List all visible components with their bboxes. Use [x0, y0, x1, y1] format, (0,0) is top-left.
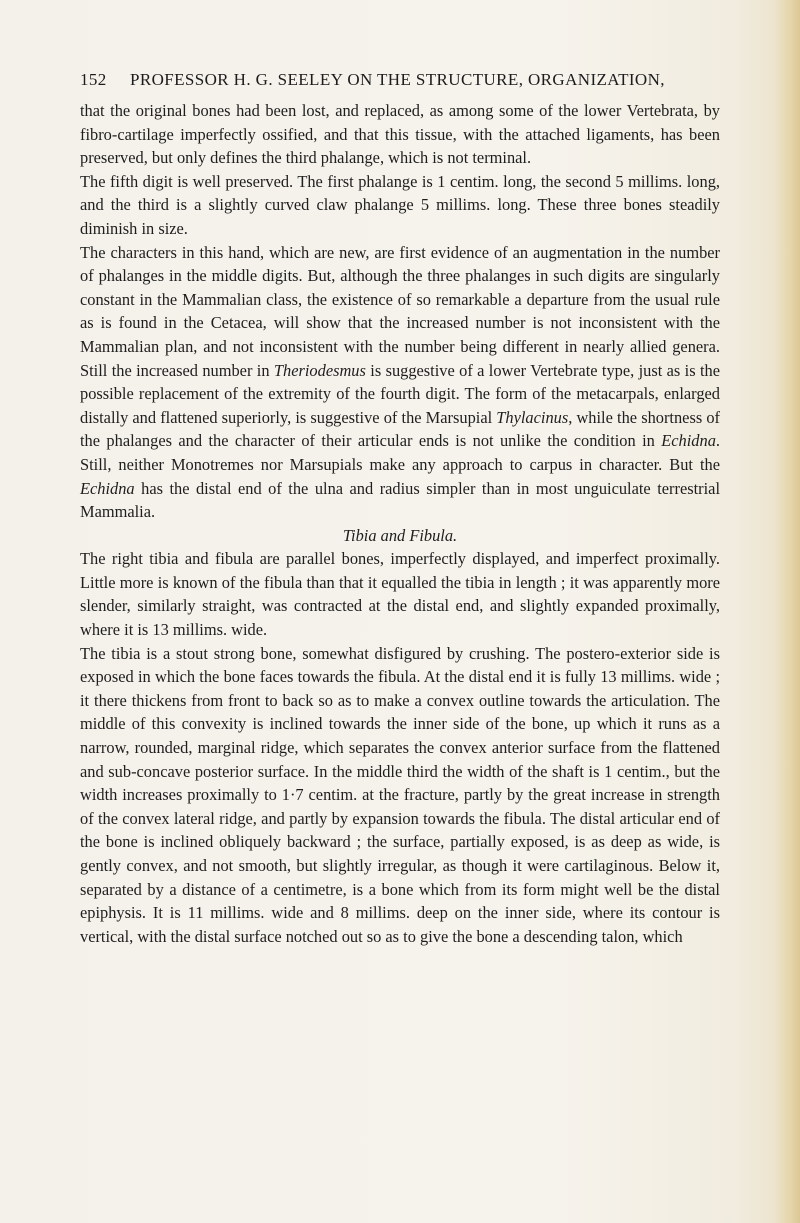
paragraph: The tibia is a stout strong bone, somewhat disfigured by crushing. The postero-exterior side is exposed in which the bone faces towards the fibula. At the distal end it is fully 13 millims. wide ; it there thickens from front to back so as to make a convex outline towards the articulation. The middle of this convexity is inclined towards the inner side of the bone, up which it runs as a narrow, rounded, marginal ridge, which separates the convex anterior surface from the flattened and sub-concave posterior surface. In the middle third the width of the shaft is 1 centim., but the width increases proximally to 1·7 centim. at the fracture, partly by the great increase in strength of the convex lateral ridge, and partly by expansion towards the fibula. The distal articular end of the bone is inclined obliquely backward ; the surface, partially exposed, is as deep as wide, is gently convex, and not smooth, but slightly irregular, as though it were cartilaginous. Below it, separated by a distance of a centimetre, is a bone which from its form might well be the distal epiphysis. It is 11 millims. wide and 8 millims. deep on the inner side, where its contour is vertical, with the distal surface notched out so as to give the bone a descending talon, which [80, 643, 720, 946]
text-run: . Still, neither Monotremes nor Marsupials make any approach to carpus in character. But the [80, 431, 720, 474]
paragraph: The right tibia and fibula are parallel bones, imperfectly displayed, and imperfect proximally. Little more is known of the fibula than that it equalled the tibia in length ; it was apparently more slender, similarly straight, was contracted at the distal end, and slightly expanded proximally, where it is 13 millims. wide. [80, 549, 720, 640]
text-run: is suggestive of a lower Vertebrate type, just as is the possible replacement of the extremity of the fourth digit. The form of the metacarpals, enlarged distally and flattened superiorly, is suggestive of the Marsupial [80, 360, 720, 427]
page-number: 152 [80, 70, 107, 89]
genus-name: Echidna [80, 478, 135, 498]
text-run: The characters in this hand, which are new, are first evidence of an augmentation in the number of phalanges in the middle digits. But, although the three phalanges in such digits are singularly constant in the Mammalian class, the existence of so remarkable a departure from the usual rule as is found in the Cetacea, will show that the increased number is not inconsistent with the Mammalian plan, and not inconsistent with the number being different in nearly allied genera. Still the increased number in [80, 242, 720, 380]
paragraph [80, 241, 720, 524]
text-run: , while the shortness of the phalanges and the character of their articular ends is not unlike the condition in [80, 407, 720, 451]
running-title: PROFESSOR H. G. SEELEY ON THE STRUCTURE, ORGANIZATION, [130, 70, 665, 89]
running-header [80, 70, 720, 96]
section-heading: Tibia and Fibula. [342, 525, 458, 545]
text-run: has the distal end of the ulna and radius simpler than in most unguiculate terrestrial Mammalia. [80, 478, 720, 522]
page-edge-stain [774, 0, 800, 1223]
genus-name: Echidna [661, 431, 716, 451]
genus-name: Thylacinus [496, 407, 569, 427]
genus-name: Theriodesmus [273, 360, 366, 380]
paragraph: that the original bones had been lost, and replaced, as among some of the lower Vertebrata, by fibro-cartilage imperfectly ossified, and that this tissue, with the attached ligaments, has been preserved, but only defines the third phalange, which is not terminal. [80, 101, 720, 168]
body-text [80, 99, 720, 948]
paragraph: The fifth digit is well preserved. The first phalange is 1 centim. long, the second 5 millims. long, and the third is a slightly curved claw phalange 5 millims. long. These three bones steadily diminish in size. [80, 171, 720, 238]
